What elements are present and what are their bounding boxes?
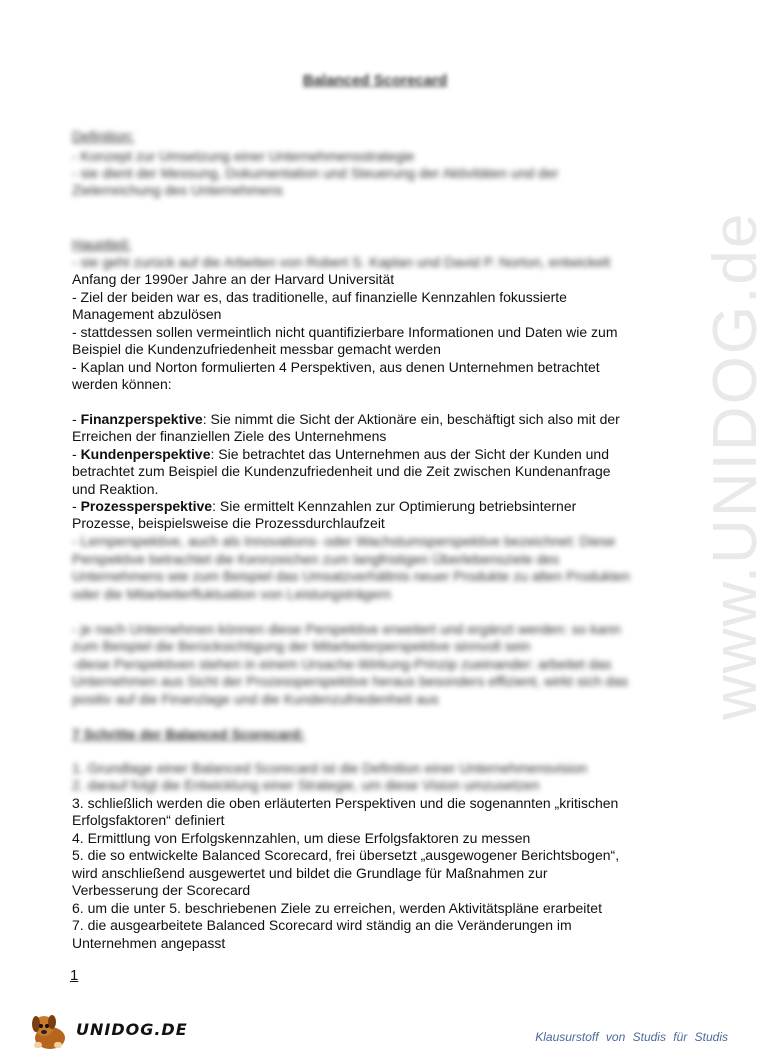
perspective-process: - Prozessperspektive: Sie ermittelt Kennzahlen zur Optimierung betriebsinterner [72, 498, 577, 514]
blurred-line: - Lernperspektive, auch als Innovations- oder Wachstumsperspektive bezeichnet: Diese [72, 533, 616, 549]
footer-tagline: Klausurstoff von Studis für Studis [535, 1030, 728, 1044]
perspective-finance: - Finanzperspektive: Sie nimmt die Sicht der Aktionäre ein, beschäftigt sich also mit der [72, 411, 620, 427]
blurred-line: oder die Mitarbeiterfluktuation von Leistungsträgern [72, 586, 392, 602]
main-heading: Hauptteil: [72, 236, 132, 252]
step-line: 1. Grundlage einer Balanced Scorecard ist die Definition einer Unternehmensvision [72, 760, 588, 776]
blurred-line: positiv auf die Finanzlage und die Kundenzufriedenheit aus [72, 691, 439, 707]
definition-line: - sie dient der Messung, Dokumentation und Steuerung der Aktivitäten und der [72, 165, 559, 181]
blurred-line: - je nach Unternehmen können diese Perspektive erweitert und ergänzt werden: so kann [72, 621, 621, 637]
perspective-line: betrachtet zum Beispiel die Kundenzufriedenheit und die Zeit zwischen Kundenanfrage [72, 463, 611, 479]
definition-heading: Definition: [72, 128, 135, 144]
step-line: 3. schließlich werden die oben erläuterten Perspektiven und die sogenannten „kritischen [72, 795, 619, 811]
definition-line: - Konzept zur Umsetzung einer Unternehmensstrategie [72, 148, 415, 164]
main-line: werden können: [72, 376, 172, 392]
unidog-logo [28, 1012, 188, 1052]
step-line: 5. die so entwickelte Balanced Scorecard, frei übersetzt „ausgewogener Berichtsbogen“, [72, 847, 620, 863]
main-line: Management abzulösen [72, 306, 222, 322]
perspective-term: Kundenperspektive [80, 446, 211, 462]
perspective-line: Prozesse, beispielsweise die Prozessdurchlaufzeit [72, 515, 385, 531]
main-line: - stattdessen sollen vermeintlich nicht quantifizierbare Informationen und Daten wie zum [72, 324, 618, 340]
step-line: 6. um die unter 5. beschriebenen Ziele zu erreichen, werden Aktivitätspläne erarbeitet [72, 900, 602, 916]
definition-line: Zielerreichung des Unternehmens [72, 182, 283, 198]
step-line: Verbesserung der Scorecard [72, 882, 251, 898]
blurred-line: Unternehmens wie zum Beispiel das Umsatzverhältnis neuer Produkte zu alten Produkten [72, 568, 630, 584]
step-line: Unternehmen angepasst [72, 935, 226, 951]
perspective-line: Erreichen der finanziellen Ziele des Unternehmens [72, 428, 387, 444]
dog-icon [28, 1012, 76, 1052]
main-line: Anfang der 1990er Jahre an der Harvard Universität [72, 271, 395, 287]
blurred-line: Unternehmen aus Sicht der Prozessperspektive heraus besonders effizient, wirkt sich das [72, 673, 629, 689]
watermark: www.UNIDOG.de [701, 211, 770, 720]
perspective-line: und Reaktion. [72, 481, 159, 497]
document-title: Balanced Scorecard [302, 72, 448, 89]
logo-text: UNIDOG.DE [76, 1020, 188, 1039]
step-line: Erfolgsfaktoren“ definiert [72, 812, 225, 828]
steps-heading: 7 Schritte der Balanced Scorecard: [72, 726, 305, 742]
main-line: - Kaplan und Norton formulierten 4 Perspektiven, aus denen Unternehmen betrachtet [72, 359, 600, 375]
perspective-term: Finanzperspektive [80, 411, 203, 427]
step-line: 4. Ermittlung von Erfolgskennzahlen, um diese Erfolgsfaktoren zu messen [72, 830, 531, 846]
main-line: - Ziel der beiden war es, das traditionelle, auf finanzielle Kennzahlen fokussierte [72, 289, 567, 305]
blurred-line: zum Beispiel die Berücksichtigung der Mitarbeiterperspektive sinnvoll sein [72, 638, 531, 654]
blurred-line: -diese Perspektiven stehen in einem Ursache-Wirkung-Prinzip zueinander: arbeitet das [72, 656, 612, 672]
step-line: 2. darauf folgt die Entwicklung einer Strategie, um diese Vision umzusetzen [72, 777, 540, 793]
perspective-customer: - Kundenperspektive: Sie betrachtet das Unternehmen aus der Sicht der Kunden und [72, 446, 609, 462]
main-line: - sie geht zurück auf die Arbeiten von Robert S. Kaplan und David P. Norton, entwickelt [72, 254, 611, 270]
main-line: Beispiel die Kundenzufriedenheit messbar gemacht werden [72, 341, 441, 357]
step-line: 7. die ausgearbeitete Balanced Scorecard wird ständig an die Veränderungen im [72, 917, 572, 933]
page-number: 1 [70, 967, 79, 984]
step-line: wird anschließend ausgewertet und bildet die Grundlage für Maßnahmen zur [72, 865, 548, 881]
perspective-term: Prozessperspektive [80, 498, 213, 514]
blurred-line: Perspektive betrachtet die Kennzeichen zum langfristigen Überlebensziele des [72, 551, 560, 567]
